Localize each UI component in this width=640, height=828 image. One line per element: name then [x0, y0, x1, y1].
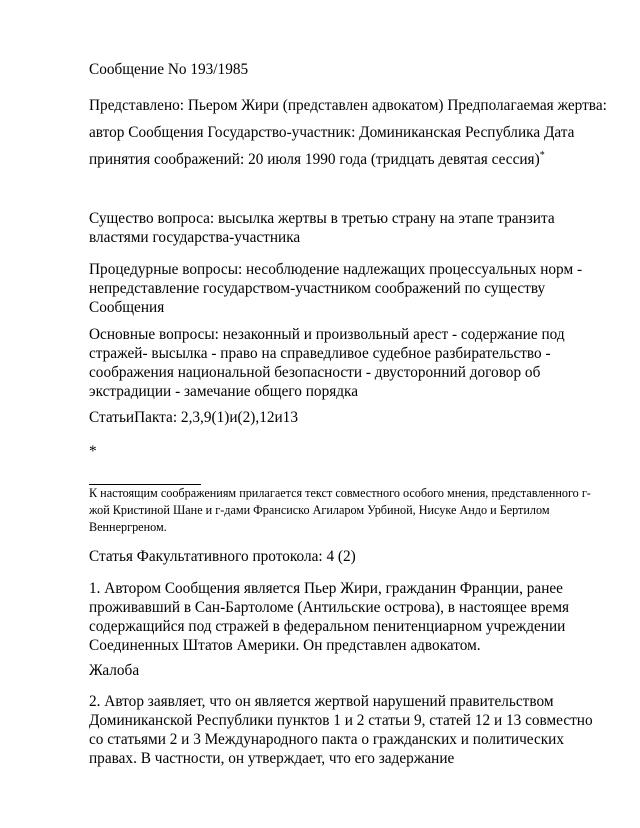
- submission-footnote-marker: *: [539, 149, 545, 161]
- complaint-heading: Жалоба: [89, 662, 140, 679]
- footnote-text: К настоящим соображениям прилагается текст совместного особого мнения, представленного г-жой Кристиной Шане и г-дами Франсиско Агиларом Урбиной, Нисуке Андо и Бертилом Веннергреном.: [89, 486, 591, 534]
- substantive-issues: Основные вопросы: незаконный и произвольный арест - содержание под стражей- высылка - право на справедливое судебное разбирательство - соображения национальной безопасности - двусторонний договор об экстрадиции - замечание общего порядка: [89, 326, 565, 400]
- submission-info: [89, 92, 609, 173]
- optional-protocol-article: Статья Факультативного протокола: 4 (2): [89, 548, 356, 565]
- procedural-issues: Процедурные вопросы: несоблюдение надлежащих процессуальных норм - непредставление государством-участником соображений по существу Сообщения: [89, 261, 583, 316]
- submission-text: Представлено: Пьером Жири (представлен адвокатом) Предполагаемая жертва: автор Сообщения Государство-участник: Доминиканская Республика Дата принятия соображений: 20 июля 1990 года (тридцать девятая сессия): [89, 97, 607, 168]
- paragraph-2: 2. Автор заявляет, что он является жертвой нарушений правительством Доминиканской Республики пунктов 1 и 2 статьи 9, статей 12 и 13 совместно со статьями 2 и 3 Международного пакта о гражданских и политических правах. В частности, он утверждает, что его задержание: [89, 693, 593, 767]
- footnote-marker: *: [89, 443, 97, 460]
- subject-matter: Существо вопроса: высылка жертвы в третью страну на этапе транзита властями государства-участника: [89, 210, 555, 246]
- communication-title: Сообщение No 193/1985: [89, 61, 249, 78]
- paragraph-1: 1. Автором Сообщения является Пьер Жири, гражданин Франции, ранее проживавший в Сан-Бартоломе (Антильские острова), в настоящее время содержащийся под стражей в федеральном пенитенциарном учреждении Соединенных Штатов Америки. Он представлен адвокатом.: [89, 580, 570, 654]
- covenant-articles: СтатьиПакта: 2,3,9(1)и(2),12и13: [89, 409, 298, 426]
